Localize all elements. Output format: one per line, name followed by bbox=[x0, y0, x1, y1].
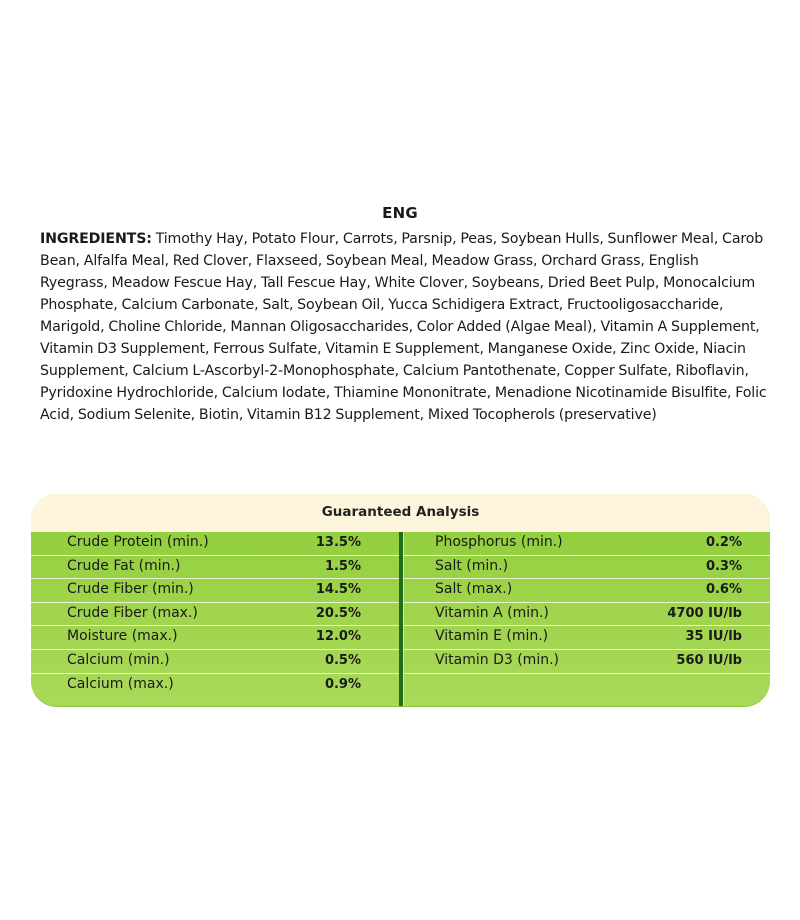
nutrient-value: 1.5% bbox=[324, 558, 361, 574]
nutrient-name: Moisture (max.) bbox=[67, 628, 178, 645]
analysis-left-column bbox=[31, 532, 399, 706]
nutrient-value: 20.5% bbox=[315, 605, 361, 621]
analysis-row bbox=[403, 650, 770, 674]
nutrient-value: 35 IU/lb bbox=[685, 629, 742, 645]
analysis-row bbox=[31, 674, 399, 698]
nutrient-name: Crude Protein (min.) bbox=[67, 534, 209, 550]
nutrient-name: Salt (max.) bbox=[435, 581, 513, 598]
nutrient-value: 0.2% bbox=[705, 535, 742, 550]
analysis-row bbox=[403, 626, 770, 650]
nutrient-name: Calcium (max.) bbox=[67, 675, 174, 692]
nutrient-value: 0.5% bbox=[324, 653, 361, 668]
analysis-row bbox=[31, 603, 399, 627]
analysis-row bbox=[31, 556, 399, 580]
ingredients-paragraph bbox=[40, 228, 768, 426]
analysis-row bbox=[31, 532, 399, 556]
ingredients-label: INGREDIENTS: bbox=[40, 231, 152, 247]
nutrient-name: Phosphorus (min.) bbox=[435, 534, 563, 550]
nutrient-value: 0.6% bbox=[705, 582, 742, 598]
analysis-right-column bbox=[403, 532, 770, 706]
guaranteed-analysis-panel bbox=[31, 494, 770, 706]
language-heading: ENG bbox=[382, 204, 418, 222]
nutrient-value: 0.9% bbox=[324, 676, 361, 692]
analysis-row bbox=[403, 556, 770, 580]
nutrient-name: Salt (min.) bbox=[435, 557, 509, 574]
analysis-header bbox=[31, 494, 770, 533]
analysis-row bbox=[403, 603, 770, 627]
nutrient-value: 560 IU/lb bbox=[676, 653, 742, 668]
analysis-row bbox=[31, 626, 399, 650]
analysis-row bbox=[403, 579, 770, 603]
nutrient-name: Vitamin E (min.) bbox=[435, 628, 549, 645]
analysis-table bbox=[31, 532, 770, 706]
nutrient-value: 4700 IU/lb bbox=[667, 605, 742, 621]
analysis-title: Guaranteed Analysis bbox=[321, 504, 480, 520]
nutrient-value: 12.0% bbox=[315, 629, 361, 645]
analysis-row bbox=[403, 532, 770, 556]
nutrient-value: 0.3% bbox=[705, 558, 742, 574]
nutrient-name: Vitamin D3 (min.) bbox=[435, 652, 559, 668]
nutrient-value: 14.5% bbox=[315, 582, 361, 598]
analysis-row bbox=[31, 579, 399, 603]
ingredients-text: Timothy Hay, Potato Flour, Carrots, Parsnip, Peas, Soybean Hulls, Sunflower Meal, Carob Bean, Alfalfa Meal, Red Clover, Flaxseed, Soybean Meal, Meadow Grass, Orchard Grass, English Ryegrass, Meadow Fescue Hay, Tall Fescue Hay, White Clover, Soybeans, Dried Beet Pulp, Monocalcium Phosphate, Calcium Carbonate, Salt, Soybean Oil, Yucca Schidigera Extract, Fructooligosaccharide, Marigold, Choline Chloride, Mannan Oligosaccharides, Color Added (Algae Meal), Vitamin A Supplement, Vitamin D3 Supplement, Ferrous Sulfate, Vitamin E Supplement, Manganese Oxide, Zinc Oxide, Niacin Supplement, Calcium L-Ascorbyl-2-Monophosphate, Calcium Pantothenate, Copper Sulfate, Riboflavin, Pyridoxine Hydrochloride, Calcium Iodate, Thiamine Mononitrate, Menadione Nicotinamide Bisulfite, Folic Acid, Sodium Selenite, Biotin, Vitamin B12 Supplement, Mixed Tocopherols (preservative) bbox=[40, 231, 767, 423]
analysis-row bbox=[31, 650, 399, 674]
nutrient-name: Crude Fat (min.) bbox=[67, 557, 181, 574]
nutrient-name: Vitamin A (min.) bbox=[435, 604, 549, 621]
row-separator bbox=[403, 673, 770, 674]
nutrient-name: Crude Fiber (max.) bbox=[67, 604, 198, 621]
nutrient-name: Crude Fiber (min.) bbox=[67, 581, 194, 598]
nutrient-value: 13.5% bbox=[315, 535, 361, 550]
nutrient-name: Calcium (min.) bbox=[67, 652, 170, 668]
